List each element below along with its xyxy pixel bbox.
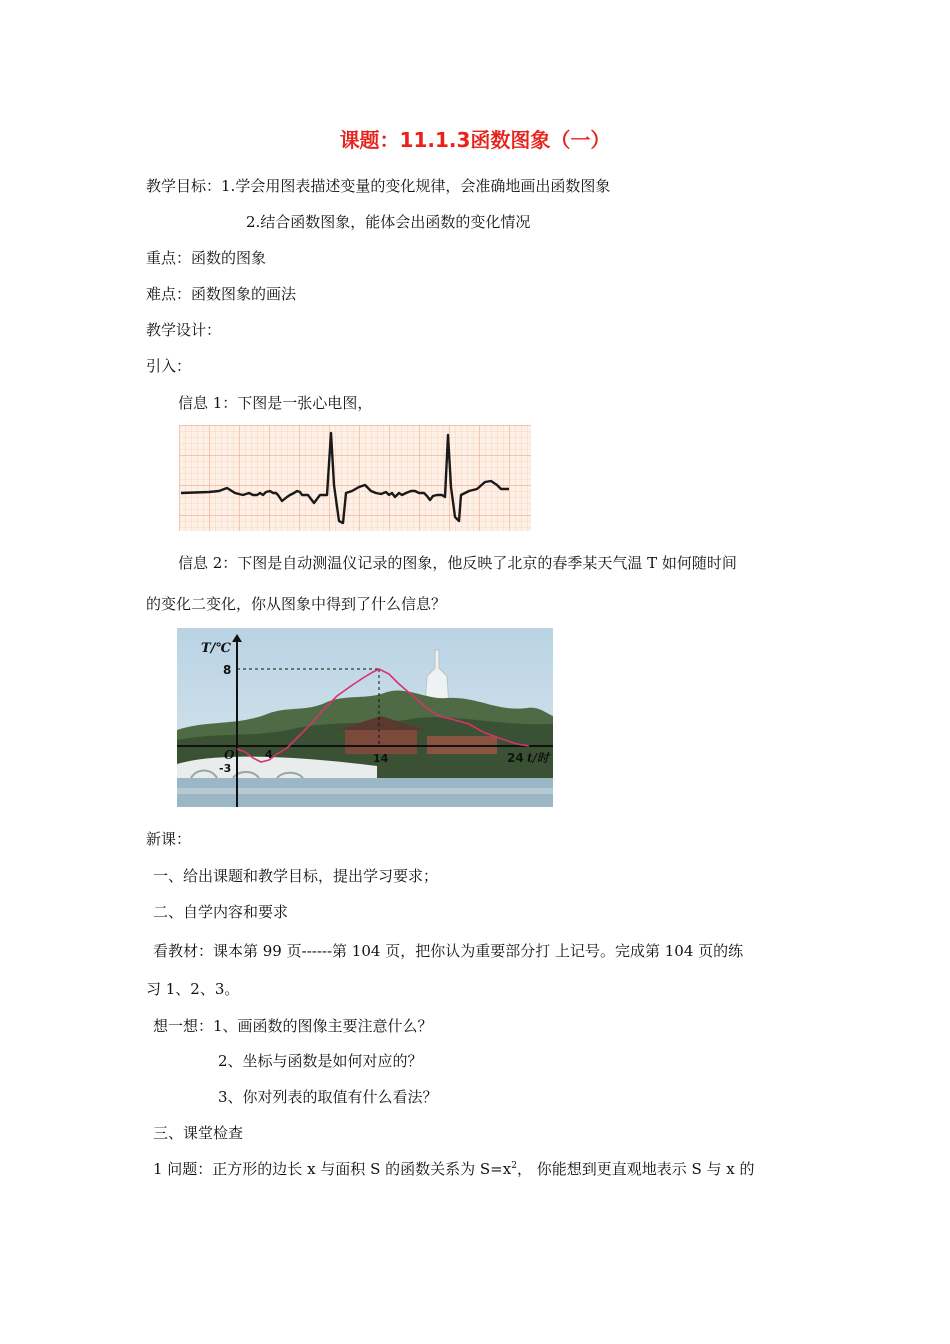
section-2: 二、自学内容和要求 [153, 903, 289, 921]
temperature-figure [177, 628, 553, 807]
info-2-line-1: 信息 2：下图是自动测温仪记录的图象，他反映了北京的春季某天气温 T 如何随时间 [178, 554, 737, 572]
objectives-line-1 [146, 176, 610, 196]
think-question-1: 1、画函数的图像主要注意什么？ [213, 1017, 433, 1035]
question-1-text-a: 1 问题：正方形的边长 x 与面积 S 的函数关系为 S=x [153, 1160, 512, 1178]
objective-2: 2.结合函数图象，能体会出函数的变化情况 [246, 213, 531, 231]
section-1: 一、给出课题和教学目标，提出学习要求； [153, 867, 439, 885]
question-1-text-b: ， 你能想到更直观地表示 S 与 x 的 [516, 1160, 755, 1178]
y-axis-label: T/℃ [201, 641, 231, 656]
reading-line-1: 看教材：课本第 99 页------第 104 页，把你认为重要部分打 上记号。完成第 104 页的练 [153, 942, 744, 960]
think-label: 想一想： [153, 1017, 214, 1035]
x-tick-4: 4 [265, 748, 273, 761]
info-1: 信息 1：下图是一张心电图， [178, 394, 373, 412]
think-question-3: 3、你对列表的取值有什么看法？ [218, 1088, 438, 1106]
ecg-figure [179, 425, 531, 531]
section-3: 三、课堂检查 [153, 1124, 244, 1142]
ecg-image [179, 425, 531, 531]
max-tick-label: 8 [223, 663, 232, 677]
temperature-chart [177, 628, 553, 807]
new-lesson-heading: 新课： [146, 830, 192, 848]
question-1 [153, 1159, 755, 1179]
temple-building [345, 728, 417, 754]
design-heading: 教学设计： [146, 321, 222, 339]
x-tick-14: 14 [373, 752, 389, 765]
objective-1: 1.学会用图表描述变量的变化规律，会准确地画出函数图象 [221, 177, 611, 195]
origin-label: O [224, 748, 235, 762]
reading-line-2: 习 1、2、3。 [146, 980, 240, 998]
page-title: 课题：11.1.3函数图象（一） [339, 128, 611, 152]
info-2-line-2: 的变化二变化，你从图象中得到了什么信息？ [146, 595, 447, 613]
question-1-superscript: 2 [511, 1161, 517, 1171]
think-line-1 [153, 1016, 433, 1036]
difficulty: 难点：函数图象的画法 [146, 285, 297, 303]
think-question-2: 2、坐标与函数是如何对应的？ [218, 1052, 423, 1070]
x-tick-24: 24 [507, 751, 524, 765]
key-point: 重点：函数的图象 [146, 249, 267, 267]
objectives-label: 教学目标： [146, 177, 222, 195]
intro-heading: 引入： [146, 357, 192, 375]
x-axis-label: t/时 [527, 751, 549, 765]
min-tick-label: -3 [219, 762, 232, 775]
